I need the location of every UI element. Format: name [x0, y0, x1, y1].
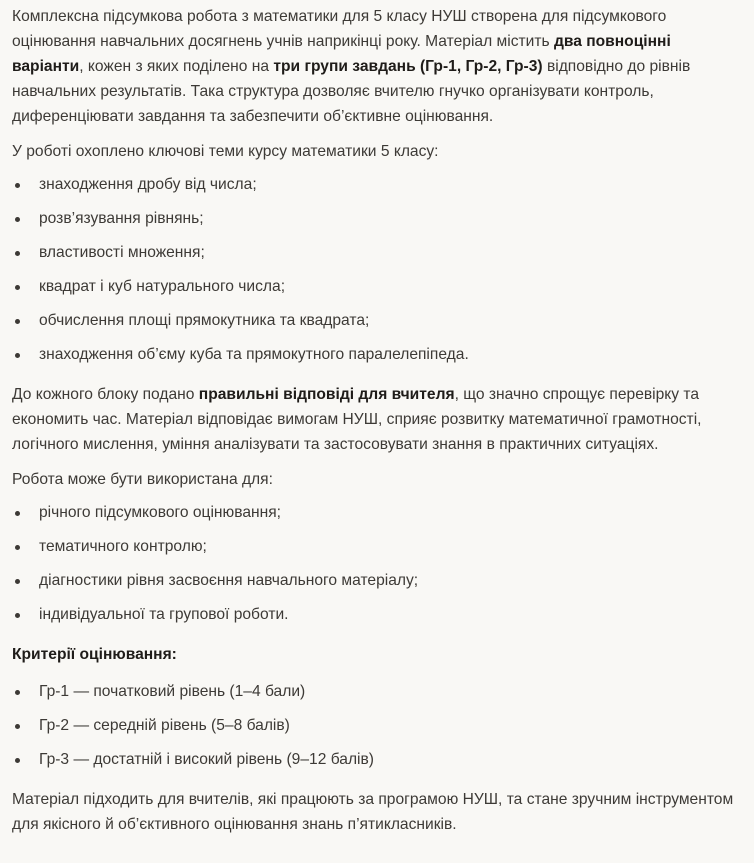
criteria-list [12, 675, 742, 777]
list-item: тематичного контролю; [12, 530, 742, 564]
uses-list [12, 496, 742, 632]
intro-bold-groups: три групи завдань (Гр-1, Гр-2, Гр-3) [273, 58, 543, 75]
intro-paragraph [12, 4, 742, 129]
list-item: Гр-3 — достатній і високий рівень (9–12 балів) [12, 743, 742, 777]
list-item: Гр-2 — середній рівень (5–8 балів) [12, 709, 742, 743]
topics-intro: У роботі охоплено ключові теми курсу математики 5 класу: [12, 143, 439, 160]
list-item: квадрат і куб натурального числа; [12, 270, 742, 304]
list-item: Гр-1 — початковий рівень (1–4 бали) [12, 675, 742, 709]
topics-list [12, 168, 742, 372]
intro-text-1: Комплексна підсумкова робота з математики для 5 класу НУШ створена для підсумкового оцінювання навчальних досягнень учнів наприкінці року. Матеріал містить [12, 8, 667, 50]
answers-bold: правильні відповіді для вчителя [198, 386, 455, 403]
answers-text-1: До кожного блоку подано [12, 386, 199, 403]
list-item: обчислення площі прямокутника та квадрата; [12, 304, 742, 338]
intro-bold-variants: два повноцінні варіанти [12, 33, 671, 75]
criteria-heading: Критерії оцінювання: [12, 646, 177, 663]
intro-text-2: , кожен з яких поділено на [79, 58, 274, 75]
list-item: знаходження об’єму куба та прямокутного паралелепіпеда. [12, 338, 742, 372]
list-item: знаходження дробу від числа; [12, 168, 742, 202]
answers-text-2: , що значно спрощує перевірку та економить час. Матеріал відповідає вимогам НУШ, сприяє розвитку математичної грамотності, логічного мислення, уміння аналізувати та застосовувати знання в практичних ситуаціях. [12, 386, 702, 453]
intro-text-3: відповідно до рівнів навчальних результатів. Така структура дозволяє вчителю гнучко організувати контроль, диференціювати завдання та забезпечити об’єктивне оцінювання. [12, 58, 691, 125]
list-item: властивості множення; [12, 236, 742, 270]
list-item: річного підсумкового оцінювання; [12, 496, 742, 530]
uses-intro: Робота може бути використана для: [12, 471, 273, 488]
list-item: індивідуальної та групової роботи. [12, 598, 742, 632]
list-item: діагностики рівня засвоєння навчального матеріалу; [12, 564, 742, 598]
answers-paragraph [12, 382, 742, 457]
list-item: розв’язування рівнянь; [12, 202, 742, 236]
closing-paragraph: Матеріал підходить для вчителів, які працюють за програмою НУШ, та стане зручним інструментом для якісного й об’єктивного оцінювання знань п’ятикласників. [12, 791, 734, 833]
